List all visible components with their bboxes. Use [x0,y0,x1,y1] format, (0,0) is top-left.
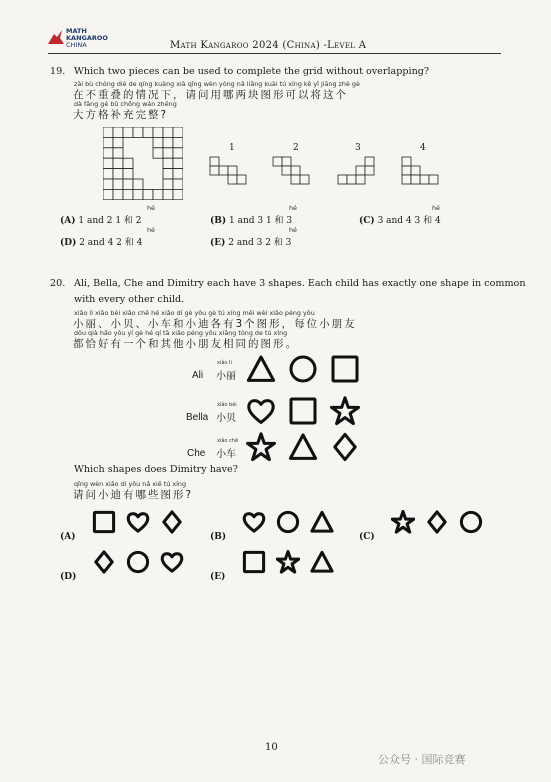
option-shape-triangle [310,550,334,574]
q20-number: 20. [50,278,66,289]
circle-icon [459,510,483,534]
piece-label-3: 3 [355,143,361,153]
logo-text-2: KANGAROO [66,34,108,42]
q20-text-1: Ali, Bella, Che and Dimitry each have 3 shapes. Each child has exactly one shape in common [74,278,526,289]
square-icon [92,510,116,534]
child-pinyin-bella: xiǎo bèi [217,402,237,408]
child-name-che: Che [187,448,206,459]
child-chinese-bella: 小贝 [216,413,236,424]
diamond-icon [160,510,184,534]
q20-pinyin-1: xiǎo lì xiǎo bèi xiǎo chē hé xiǎo dí gè yǒu gè tú xíng měi wèi xiǎo péng yǒu [74,309,315,317]
page-header-title: Math Kangaroo 2024 (China) -Level A [170,40,367,51]
logo-text-3: CHINA [66,41,87,49]
child-shape-square [330,354,360,384]
kangaroo-logo-icon [46,28,66,48]
q19-number: 19. [50,66,66,77]
q19-text: Which two pieces can be used to complete the grid without overlapping? [74,66,430,77]
triangle-icon [310,510,334,534]
q19-option-c-pinyin: hé [432,204,440,212]
q20-ask-pinyin: qǐng wèn xiǎo dí yǒu nǎ xiē tú xíng [74,480,187,488]
q19-pinyin-1: zài bù chóng dié de qíng kuàng xià qǐng wèn yòng nǎ liǎng kuài tú xíng kě yǐ jiāng zhè gè [74,80,360,88]
page-number: 10 [265,742,278,753]
option-shape-diamond [160,510,184,534]
q20-chinese-2: 都恰好有一个和其他小朋友相同的图形。 [73,338,298,350]
piece-4-shape [401,156,447,192]
q20-option-e[interactable]: (E) [210,572,226,582]
star-icon [276,550,300,574]
option-shape-square [242,550,266,574]
circle-icon [288,354,318,384]
q19-option-b-pinyin: hé [289,204,297,212]
q20-ask-chinese: 请问小迪有哪些图形? [73,489,194,501]
piece-label-4: 4 [420,143,426,153]
watermark: 公众号 · 国际竞赛 [378,753,466,766]
piece-label-1: 1 [229,143,235,153]
q19-option-c[interactable]: (C) 3 and 4 3 和 4 [359,216,441,226]
q20-pinyin-2: dōu qià hǎo yǒu yí gè hé qí tā xiǎo péng yǒu xiāng tóng de tú xíng [74,329,288,337]
heart-icon [160,550,184,574]
q19-option-e-pinyin: hé [289,226,297,234]
option-shape-heart [160,550,184,574]
q20-text-2: with every other child. [74,294,185,305]
child-shape-square [288,396,318,426]
option-shape-circle [126,550,150,574]
star-icon [330,396,360,426]
option-shape-circle [459,510,483,534]
option-shape-diamond [92,550,116,574]
q20-option-a[interactable]: (A) [60,532,76,542]
triangle-icon [310,550,334,574]
child-shape-star [246,432,276,462]
q19-option-a[interactable]: (A) 1 and 2 1 和 2 [60,216,142,226]
heart-icon [242,510,266,534]
q19-pinyin-2: dà fāng gé bǔ chōng wán zhěng [74,100,177,108]
circle-icon [276,510,300,534]
piece-2-shape [272,156,318,192]
diamond-icon [330,432,360,462]
q20-ask: Which shapes does Dimitry have? [74,464,238,475]
child-shape-triangle [288,432,318,462]
diamond-icon [425,510,449,534]
option-shape-heart [126,510,150,534]
q19-option-e[interactable]: (E) 2 and 3 2 和 3 [210,238,292,248]
triangle-icon [288,432,318,462]
piece-3-shape [337,156,383,192]
child-name-ali: Ali [192,370,204,381]
option-shape-circle [276,510,300,534]
q19-option-b[interactable]: (B) 1 and 3 1 和 3 [210,216,293,226]
q19-option-d[interactable]: (D) 2 and 4 2 和 4 [60,238,143,248]
piece-label-2: 2 [293,143,299,153]
option-shape-triangle [310,510,334,534]
math-kangaroo-logo [46,28,126,50]
star-icon [391,510,415,534]
option-shape-heart [242,510,266,534]
child-chinese-che: 小车 [216,449,236,460]
q20-option-b[interactable]: (B) [210,532,227,542]
q19-chinese-1: 在不重叠的情况下，请问用哪两块图形可以将这个 [73,89,348,101]
square-icon [242,550,266,574]
child-shape-star [330,396,360,426]
star-icon [246,432,276,462]
header-rule [48,53,501,54]
child-pinyin-che: xiǎo chē [217,438,239,444]
triangle-icon [246,354,276,384]
child-shape-triangle [246,354,276,384]
child-name-bella: Bella [186,412,209,423]
piece-1-shape [209,156,255,192]
child-chinese-ali: 小丽 [216,371,236,382]
square-icon [288,396,318,426]
q20-option-c[interactable]: (C) [359,532,375,542]
q19-incomplete-grid [103,127,183,200]
heart-icon [126,510,150,534]
option-shape-star [391,510,415,534]
circle-icon [126,550,150,574]
heart-icon [246,396,276,426]
q20-chinese-1: 小丽、小贝、小车和小迪各有3个图形，每位小朋友 [73,318,357,330]
q19-chinese-2: 大方格补充完整? [73,109,169,121]
child-pinyin-ali: xiǎo lì [217,360,232,366]
logo-text-1: MATH [66,27,87,35]
square-icon [330,354,360,384]
diamond-icon [92,550,116,574]
option-shape-square [92,510,116,534]
option-shape-diamond [425,510,449,534]
q19-option-a-pinyin: hé [147,204,155,212]
child-shape-diamond [330,432,360,462]
q19-option-d-pinyin: hé [147,226,155,234]
child-shape-heart [246,396,276,426]
option-shape-star [276,550,300,574]
q20-option-d[interactable]: (D) [60,572,77,582]
child-shape-circle [288,354,318,384]
